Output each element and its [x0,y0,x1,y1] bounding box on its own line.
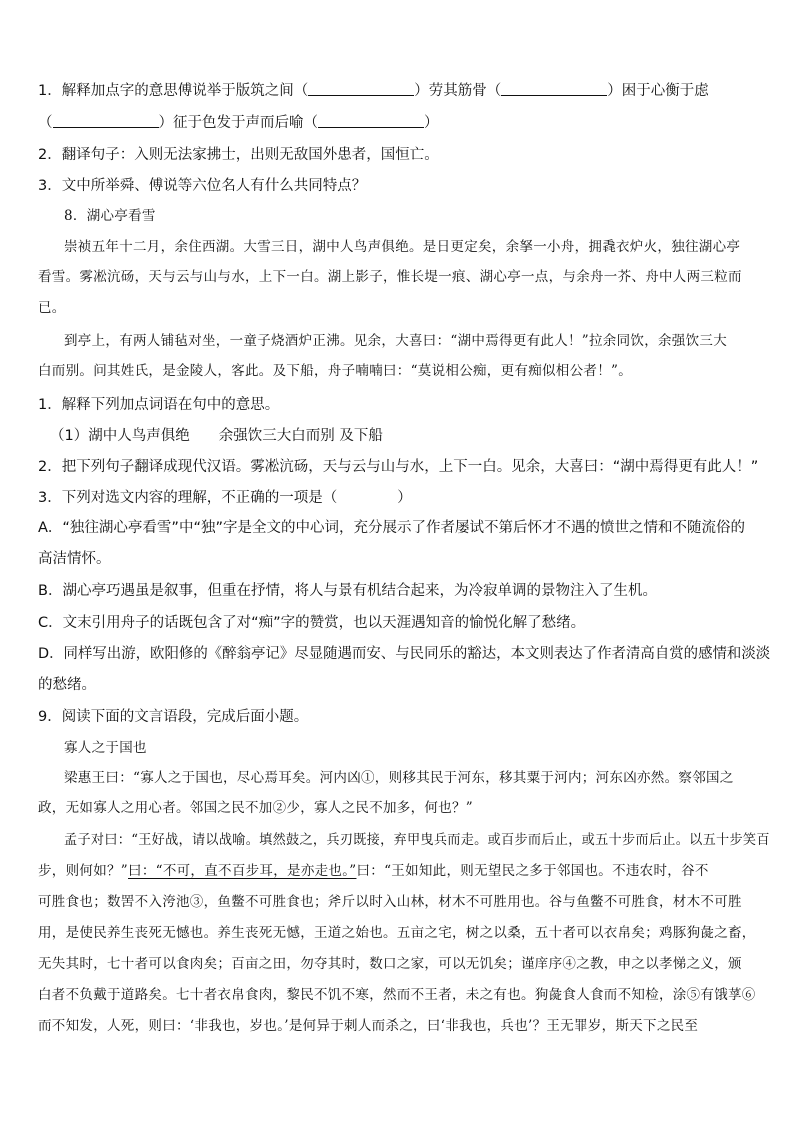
option-a: A．“独往湖心亭看雪”中“独”字是全文的中心词，充分展示了作者屡试不第后怀才不遇的愤世之情和不随流俗的 [38,520,745,536]
question-1-vocab-cont [38,112,439,134]
question-1-text-c: ）困于心衡于虑 [607,83,709,99]
passage-9-text: 步，则何如？” [38,863,129,879]
question-2-translate: 2．翻译句子：入则无法家拂士，出则无敌国外患者，国恒亡。 [38,147,439,163]
passage-9-line: 无失其时，七十者可以食肉矣；百亩之田，勿夺其时，数口之家，可以无饥矣；谨庠序④之教，申之以孝悌之义，颁 [38,956,742,972]
passage-9-title: 寡人之于国也 [64,740,147,756]
passage-8-line: 到亭上，有两人铺毡对坐，一童子烧酒炉正沸。见余，大喜曰：“湖中焉得更有此人！”拉余同饮，余强饮三大 [64,333,728,349]
passage-8-line: 崇祯五年十二月，余住西湖。大雪三日，湖中人鸟声俱绝。是日更定矣，余拏一小舟，拥毳衣炉火，独往湖心亭 [64,239,741,255]
passage-8-line: 看雪。雾凇沆砀，天与云与山与水，上下一白。湖上影子，惟长堤一痕、湖心亭一点，与余舟一芥、舟中人两三粒而 [38,269,742,285]
option-d-cont: 的愁绪。 [38,677,96,693]
question-9-intro: 9．阅读下面的文言语段，完成后面小题。 [38,709,309,725]
q8-question-3-text: 3．下列对选文内容的理解，不正确的一项是（ [38,490,338,506]
passage-9-text: 曰：“王如知此，则无望民之多于邻国也。不违农时，谷不 [356,863,709,879]
question-1-text-f: ） [424,115,439,131]
passage-9-line: 孟子对曰：“王好战，请以战喻。填然鼓之，兵刃既接，弃甲曳兵而走。或百步而后止，或五十步而后止。以五十步笑百 [64,832,770,848]
passage-8-line: 已。 [38,300,66,316]
answer-blank-4[interactable] [318,113,424,128]
passage-9-line: 可胜食也；数罟不入洿池③，鱼鳖不可胜食也；斧斤以时入山林，材木不可胜用也。谷与鱼鳖不可胜食，材木不可胜 [38,894,742,910]
answer-blank-1[interactable] [308,81,414,96]
answer-blank-2[interactable] [501,81,607,96]
q8-question-3-close: ） [397,490,412,506]
option-a-cont: 高洁情怀。 [38,551,111,567]
question-1-vocab [38,80,709,102]
question-3-common: 3．文中所举舜、傅说等六位名人有什么共同特点？ [38,178,367,194]
passage-9-line: 白者不负戴于道路矣。七十者衣帛食肉，黎民不饥不寒，然而不王者，未之有也。狗彘食人食而不知检，涂⑤有饿莩⑥ [38,987,756,1003]
q8-question-2: 2．把下列句子翻译成现代汉语。雾凇沆砀，天与云与山与水，上下一白。见余，大喜曰：“湖中焉得更有此人！” [38,459,759,475]
q8-question-3 [38,487,412,509]
passage-9-line [38,860,709,882]
question-1-text-e: ）征于色发于声而后喻（ [158,115,318,131]
passage-9-line: 梁惠王曰：“寡人之于国也，尽心焉耳矣。河内凶①，则移其民于河东，移其粟于河内；河东凶亦然。察邻国之 [64,770,734,786]
q8-question-1-items: （1）湖中人鸟声俱绝 余强饮三大白而别 及下船 [50,428,383,444]
question-1-text-b: ）劳其筋骨（ [414,83,502,99]
option-b: B．湖心亭巧遇虽是叙事，但重在抒情，将人与景有机结合起来，为冷寂单调的景物注入了生机。 [38,583,657,599]
answer-blank-3[interactable] [53,113,159,128]
underlined-sentence: 曰：“不可，直不百步耳，是亦走也。” [128,863,357,879]
passage-9-line: 用，是使民养生丧死无憾也。养生丧死无憾，王道之始也。五亩之宅，树之以桑，五十者可以衣帛矣；鸡豚狗彘之畜， [38,925,756,941]
option-c: C．文末引用舟子的话既包含了对“痴”字的赞赏，也以天涯遇知音的愉悦化解了愁绪。 [38,615,586,631]
passage-8-title: 8．湖心亭看雪 [64,208,156,224]
question-1-text-a: 1．解释加点字的意思傅说举于版筑之间（ [38,83,309,99]
passage-8-line: 白而别。问其姓氏，是金陵人，客此。及下船，舟子喃喃曰：“莫说相公痴，更有痴似相公者！”。 [38,363,633,379]
question-1-text-d: （ [38,115,53,131]
option-d: D．同样写出游，欧阳修的《醉翁亭记》尽显随遇而安、与民同乐的豁达，本文则表达了作者清高自赏的感情和淡淡 [38,646,771,662]
passage-9-line: 而不知发，人死，则曰：‘非我也，岁也。’是何异于刺人而杀之，曰‘非我也，兵也’？王无罪岁，斯天下之民至 [38,1018,699,1034]
q8-question-1: 1．解释下列加点词语在句中的意思。 [38,397,280,413]
passage-9-line: 政，无如寡人之用心者。邻国之民不加②少，寡人之民不加多，何也？” [38,800,474,816]
